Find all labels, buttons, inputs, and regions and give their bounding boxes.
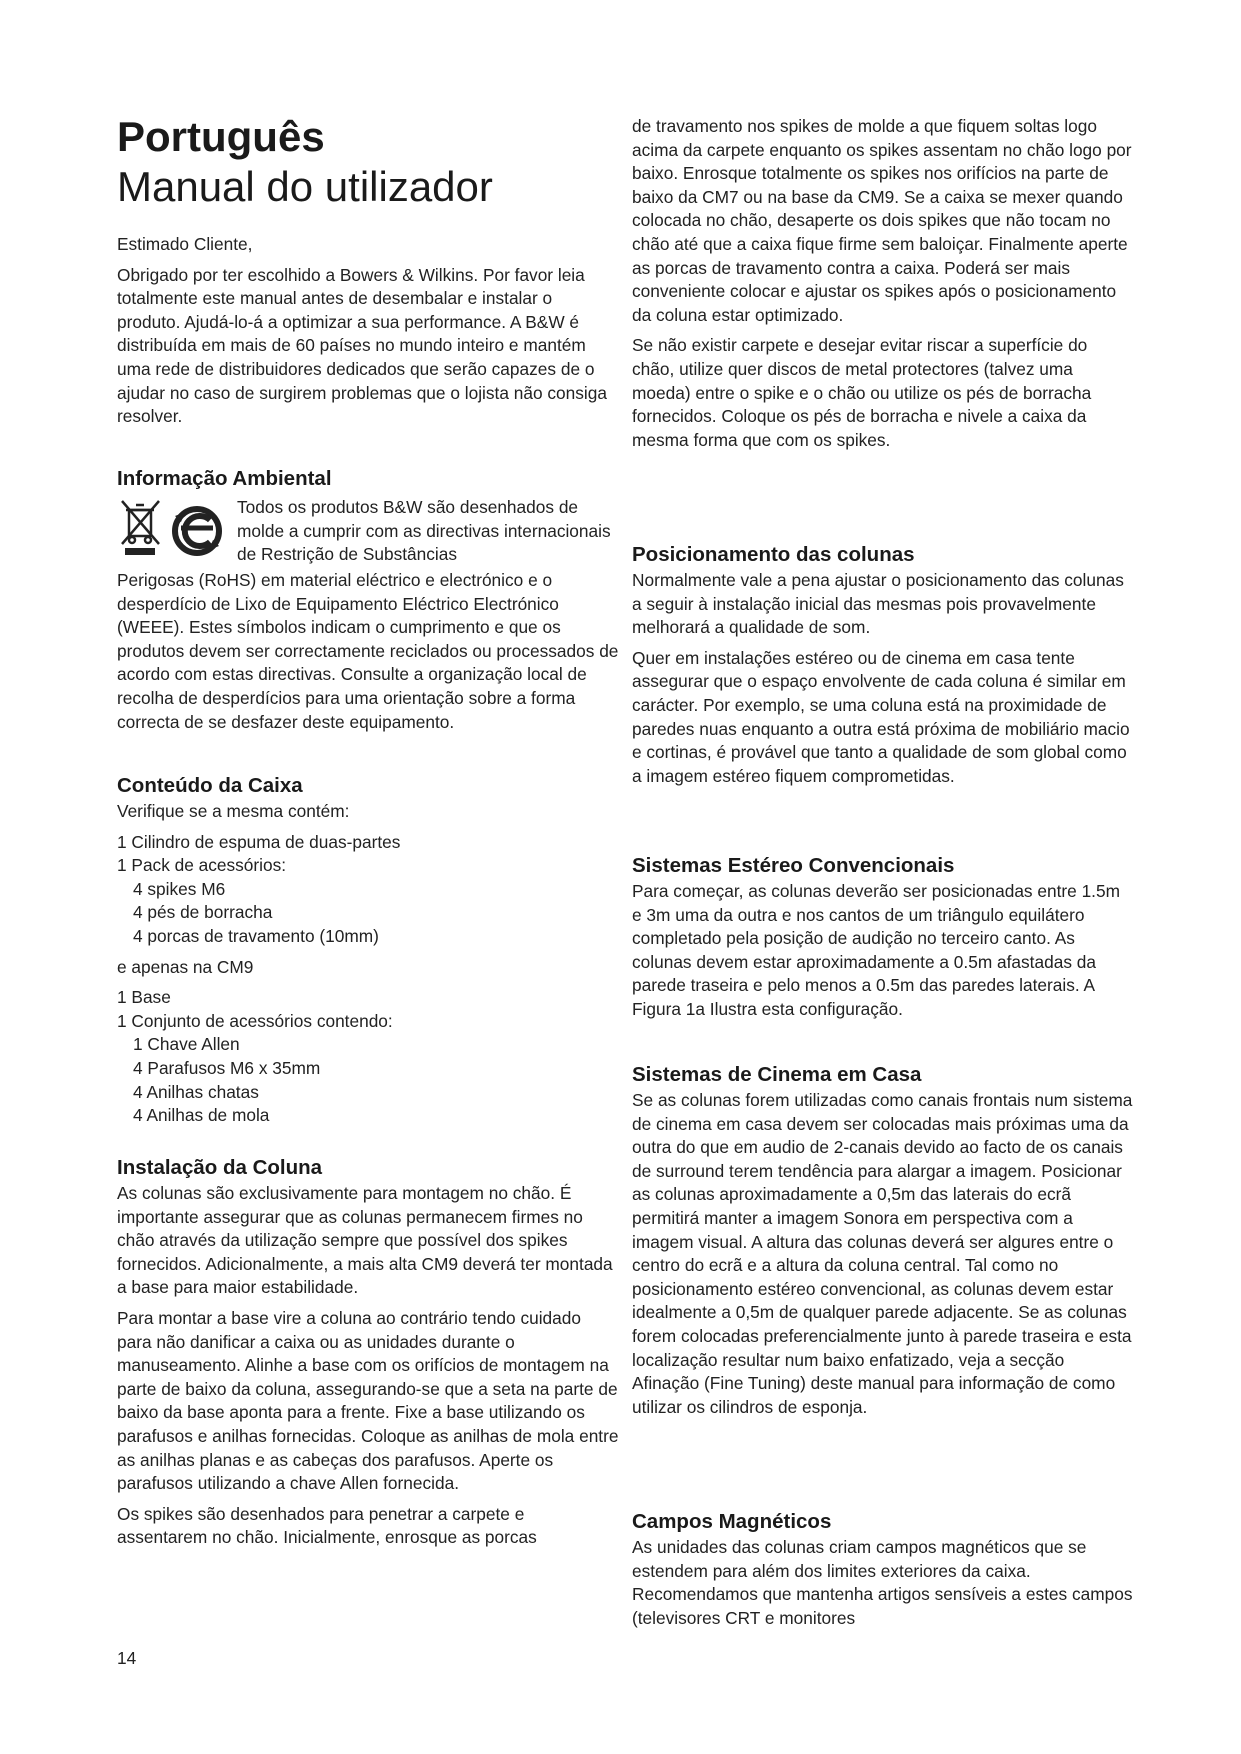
recycle-e-icon bbox=[175, 509, 219, 553]
installation-paragraph-2: Para montar a base vire a coluna ao contrário tendo cuidado para não danificar a caixa ou as unidades durante o manuseamento. Alinhe a base com os orifícios de montagem na parte de baixo da coluna, assegurando-se que a seta na parte de baixo da base aponta para a frente. Fixe a base utilizando os parafusos e anilhas fornecidas. Coloque as anilhas de mola entre as anilhas planas e as cabeças dos parafusos. Aperte os parafusos utilizando a chave Allen fornecida. bbox=[117, 1307, 619, 1494]
accessories-list bbox=[117, 878, 619, 949]
page-number: 14 bbox=[117, 1648, 137, 1668]
environment-text: Perigosas (RoHS) em material eléctrico e electrónico e o desperdício de Lixo de Equipamento Eléctrico Electrónico (WEEE). Estes símbolos indicam o cumprimento e que os produtos devem ser correctamente reciclados ou processados de acordo com estas directivas. Consulte a organização local de recolha de desperdícios para uma orientação sobre a forma correcta de se desfazer deste equipamento. bbox=[117, 570, 619, 732]
list-item: 1 Chave Allen bbox=[133, 1034, 240, 1055]
magnetic-paragraph: As unidades das colunas criam campos magnéticos que se estendem para além dos limites exteriores da caixa. Recomendamos que mantenha artigos sensíveis a estes campos (televisores CRT e monitores bbox=[632, 1537, 1133, 1628]
list-item: 4 Anilhas chatas bbox=[133, 1081, 259, 1102]
positioning-paragraph-2: Quer em instalações estéreo ou de cinema em casa tente assegurar que o espaço envolvente de cada coluna é similar em carácter. Por exemplo, se uma coluna está na proximidade de paredes nuas enquanto a outra está próxima de mobiliário macio e cortinas, é provável que tanto a qualidade de som global como a imagem estéreo fiquem comprometidas. bbox=[632, 647, 1130, 786]
list-item: 4 spikes M6 bbox=[133, 878, 226, 899]
environment-body bbox=[117, 496, 619, 734]
installation-paragraph-4: Se não existir carpete e desejar evitar riscar a superfície do chão, utilize quer discos de metal protectores (talvez uma moeda) entre o spike e o chão ou utilize os pés de borracha fornecidos. Coloque os pés de borracha e nivele a caixa da mesma forma que com os spikes. bbox=[632, 335, 1092, 450]
list-item: 1 Base bbox=[117, 987, 171, 1008]
page-title: Português bbox=[117, 113, 325, 160]
home-cinema-paragraph: Se as colunas forem utilizadas como canais frontais num sistema de cinema em casa devem ser colocadas mais próximas uma da outra do que em audio de 2-canais devido ao facto de os canais de surround terem tendência para alargar a imagem. Posicionar as colunas aproximadamente a 0,5m das laterais do ecrã permitirá manter a imagem Sonora em perspectiva com a imagem visual. A altura das colunas deverá ser algures entre o centro do ecrã e a altura da coluna central. Tal como no posicionamento estéreo convencional, as colunas devem estar idealmente a 0,5m de qualquer parede adjacente. Se as colunas forem colocadas preferencialmente junto à parede traseira e esta localização resultar num baixo enfatizado, veja a secção Afinação (Fine Tuning) deste manual para informação de como utilizar os cilindros de esponja. bbox=[632, 1090, 1133, 1417]
list-item: 1 Pack de acessórios: bbox=[117, 855, 287, 876]
environment-heading: Informação Ambiental bbox=[117, 467, 332, 490]
page-subtitle: Manual do utilizador bbox=[117, 163, 493, 210]
installation-paragraph-3: Os spikes são desenhados para penetrar a carpete e assentarem no chão. Inicialmente, enrosque as porcas bbox=[117, 1503, 537, 1548]
list-item: 4 Parafusos M6 x 35mm bbox=[133, 1057, 321, 1078]
intro-paragraph: Obrigado por ter escolhido a Bowers & Wilkins. Por favor leia totalmente este manual antes de desembalar e instalar o produto. Ajudá-lo-á a optimizar a sua performance. A B&W é distribuída em mais de 60 países no mundo inteiro e mantém uma rede de distribuidores dedicados que serão capazes de o ajudar no caso de surgirem problemas que o lojista não consiga resolver. bbox=[117, 264, 607, 427]
intro-section bbox=[117, 233, 619, 429]
stereo-heading: Sistemas Estéreo Convencionais bbox=[632, 854, 955, 877]
magnetic-heading: Campos Magnéticos bbox=[632, 1510, 832, 1533]
contents-heading: Conteúdo da Caixa bbox=[117, 774, 303, 797]
title-block bbox=[117, 112, 619, 212]
installation-paragraph-1: As colunas são exclusivamente para montagem no chão. É importante assegurar que as colunas permanecem firmes no chão através da utilização sempre que possível dos spikes fornecidos. Adicionalmente, a mais alta CM9 deverá ter montada a base para maior estabilidade. bbox=[117, 1183, 613, 1298]
installation-continued bbox=[632, 115, 1134, 452]
cm9-accessories-list bbox=[117, 1033, 619, 1127]
magnetic-section bbox=[632, 1508, 1134, 1630]
list-item: 4 pés de borracha bbox=[133, 902, 273, 923]
contents-list bbox=[117, 831, 619, 878]
positioning-paragraph-1: Normalmente vale a pena ajustar o posicionamento das colunas a seguir à instalação inicial das mesmas pois provavelmente melhorará a qualidade de som. bbox=[632, 570, 1124, 638]
greeting: Estimado Cliente, bbox=[117, 234, 253, 254]
installation-paragraph-3-continued: de travamento nos spikes de molde a que fiquem soltas logo acima da carpete enquanto os spikes assentam no chão logo por baixo. Enrosque totalmente os spikes nos orifícios na parte de baixo da CM7 ou na base da CM9. Se a caixa se mexer quando colocada no chão, desaperte os dois spikes que não tocam no chão até que a caixa fique firme sem baloiçar. Finalmente aperte as porcas de travamento contra a caixa. Poderá ser mais conveniente colocar e ajustar os spikes após o posicionamento da coluna estar optimizado. bbox=[632, 116, 1132, 325]
environment-icons bbox=[117, 498, 229, 564]
weee-crossed-bin-icon bbox=[117, 498, 229, 564]
list-item: 4 Anilhas de mola bbox=[133, 1105, 270, 1126]
environment-section bbox=[117, 465, 619, 734]
list-item: 4 porcas de travamento (10mm) bbox=[133, 925, 379, 946]
stereo-paragraph: Para começar, as colunas deverão ser posicionadas entre 1.5m e 3m uma da outra e nos cantos de um triângulo equilátero completado pela posição de audição no terceiro canto. As colunas devem estar aproximadamente a 0.5m afastadas da parede traseira e pelo menos a 0.5m das paredes laterais. A Figura 1a Ilustra esta configuração. bbox=[632, 881, 1120, 1019]
cm9-label: e apenas na CM9 bbox=[117, 956, 254, 977]
environment-text-beside-icons: Todos os produtos B&W são desenhados de molde a cumprir com as directivas internacionais de Restrição de Substâncias bbox=[237, 497, 611, 565]
contents-intro: Verifique se a mesma contém: bbox=[117, 801, 350, 821]
positioning-section bbox=[632, 541, 1134, 788]
home-cinema-heading: Sistemas de Cinema em Casa bbox=[632, 1063, 922, 1086]
positioning-heading: Posicionamento das colunas bbox=[632, 543, 915, 566]
installation-heading: Instalação da Coluna bbox=[117, 1156, 323, 1179]
installation-section bbox=[117, 1154, 619, 1550]
list-item: 1 Cilindro de espuma de duas-partes bbox=[117, 831, 401, 852]
list-item: 1 Conjunto de acessórios contendo: bbox=[117, 1010, 393, 1031]
home-cinema-section bbox=[632, 1061, 1134, 1419]
cm9-list bbox=[117, 986, 619, 1033]
stereo-section bbox=[632, 852, 1134, 1022]
contents-section bbox=[117, 772, 619, 1128]
